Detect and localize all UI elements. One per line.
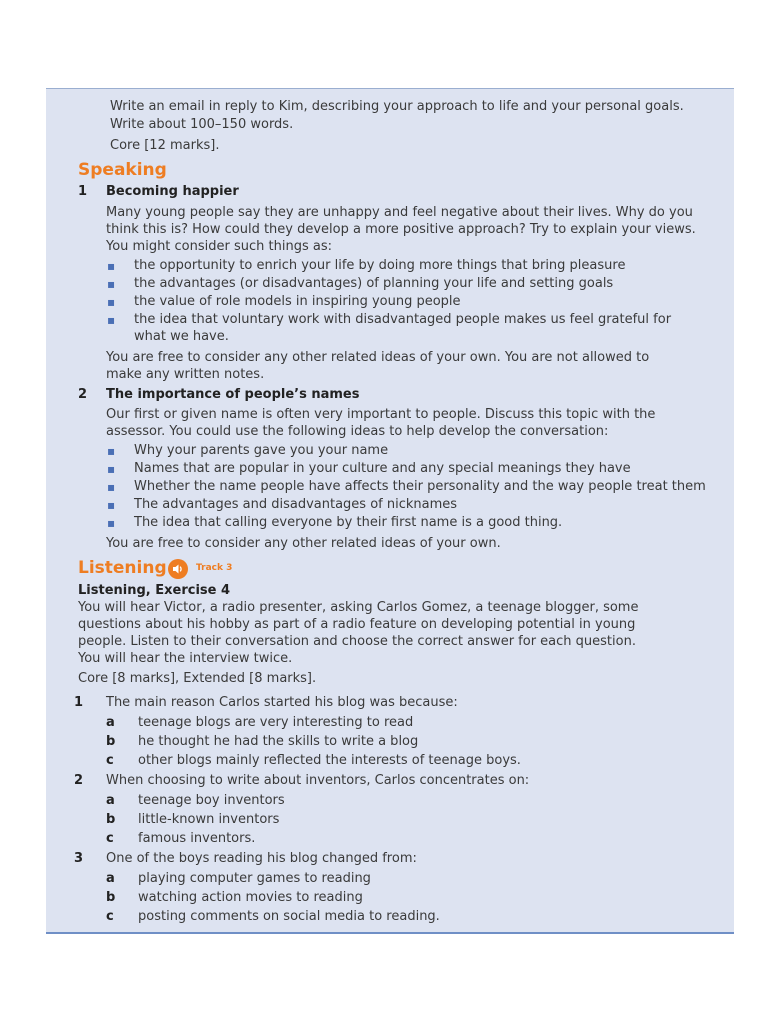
speaking-q2-bullet: Why your parents gave you your name	[134, 443, 389, 458]
speaking-q2-bullet: The idea that calling everyone by their first name is a good thing.	[134, 515, 563, 530]
speaking-q1-outro: make any written notes.	[106, 367, 265, 382]
speaking-q2-intro: Our first or given name is often very important to people. Discuss this topic with the	[106, 407, 656, 422]
track-label: Track 3	[196, 563, 233, 573]
question-2-text: When choosing to write about inventors, Carlos concentrates on:	[106, 773, 530, 788]
bullet-icon: ▪	[107, 444, 116, 458]
option-text[interactable]: he thought he had the skills to write a blog	[138, 734, 419, 749]
speaking-q1-outro: You are free to consider any other related ideas of your own. You are not allowed to	[106, 350, 650, 365]
speaking-q1-bullet: the advantages (or disadvantages) of planning your life and setting goals	[134, 276, 614, 291]
speaker-icon[interactable]	[168, 559, 188, 579]
speaking-q1-intro: You might consider such things as:	[106, 239, 332, 254]
bullet-icon: ▪	[107, 277, 116, 291]
speaking-heading: Speaking	[78, 160, 167, 180]
speaking-q1-number: 1	[78, 184, 88, 199]
listening-intro: questions about his hobby as part of a radio feature on developing potential in young	[78, 617, 636, 632]
option-letter[interactable]: c	[106, 909, 114, 924]
option-text[interactable]: watching action movies to reading	[138, 890, 363, 905]
speaking-q1-title: Becoming happier	[106, 184, 239, 199]
question-1-number: 1	[74, 695, 84, 710]
option-text[interactable]: little-known inventors	[138, 812, 280, 827]
speaking-q1-bullet: the value of role models in inspiring young people	[134, 294, 461, 309]
writing-instruction-line1: Write an email in reply to Kim, describing your approach to life and your personal goals.	[110, 99, 684, 114]
option-text[interactable]: posting comments on social media to reading.	[138, 909, 440, 924]
speaking-q1-intro: Many young people say they are unhappy and feel negative about their lives. Why do you	[106, 205, 693, 220]
option-letter[interactable]: b	[106, 734, 116, 749]
listening-intro: You will hear the interview twice.	[78, 651, 293, 666]
speaking-q1-bullet: the opportunity to enrich your life by doing more things that bring pleasure	[134, 258, 626, 273]
speaking-q2-outro: You are free to consider any other related ideas of your own.	[106, 536, 501, 551]
bullet-icon: ▪	[107, 516, 116, 530]
bullet-icon: ▪	[107, 295, 116, 309]
listening-heading: Listening	[78, 558, 167, 578]
option-text[interactable]: playing computer games to reading	[138, 871, 371, 886]
option-letter[interactable]: b	[106, 812, 116, 827]
option-letter[interactable]: c	[106, 753, 114, 768]
listening-exercise-title: Listening, Exercise 4	[78, 583, 231, 598]
option-text[interactable]: other blogs mainly reflected the interests of teenage boys.	[138, 753, 521, 768]
option-text[interactable]: teenage boy inventors	[138, 793, 285, 808]
speaking-q2-bullet: Whether the name people have affects their personality and the way people treat them	[134, 479, 706, 494]
question-3-number: 3	[74, 851, 84, 866]
bullet-icon: ▪	[107, 498, 116, 512]
speaking-q1-bullet: the idea that voluntary work with disadvantaged people makes us feel grateful for	[134, 312, 672, 327]
option-letter[interactable]: c	[106, 831, 114, 846]
speaking-q2-bullet: Names that are popular in your culture and any special meanings they have	[134, 461, 631, 476]
bullet-icon: ▪	[107, 313, 116, 327]
speaking-q2-bullet: The advantages and disadvantages of nicknames	[134, 497, 458, 512]
listening-marks: Core [8 marks], Extended [8 marks].	[78, 671, 317, 686]
listening-intro: You will hear Victor, a radio presenter, asking Carlos Gomez, a teenage blogger, some	[78, 600, 639, 615]
speaking-q2-title: The importance of people’s names	[106, 387, 360, 402]
option-letter[interactable]: a	[106, 793, 115, 808]
bullet-icon: ▪	[107, 480, 116, 494]
listening-intro: people. Listen to their conversation and choose the correct answer for each question.	[78, 634, 636, 649]
writing-instruction-line2: Write about 100–150 words.	[110, 117, 294, 132]
option-letter[interactable]: a	[106, 715, 115, 730]
speaking-q1-bullet-continued: what we have.	[134, 329, 229, 344]
speaking-q2-number: 2	[78, 387, 88, 402]
question-3-text: One of the boys reading his blog changed from:	[106, 851, 417, 866]
speaking-q2-intro: assessor. You could use the following ideas to help develop the conversation:	[106, 424, 609, 439]
option-text[interactable]: teenage blogs are very interesting to read	[138, 715, 414, 730]
bullet-icon: ▪	[107, 259, 116, 273]
question-1-text: The main reason Carlos started his blog was because:	[106, 695, 458, 710]
option-letter[interactable]: a	[106, 871, 115, 886]
option-text[interactable]: famous inventors.	[138, 831, 256, 846]
speaking-q1-intro: think this is? How could they develop a more positive approach? Try to explain your views.	[106, 222, 696, 237]
writing-marks: Core [12 marks].	[110, 138, 220, 153]
bullet-icon: ▪	[107, 462, 116, 476]
option-letter[interactable]: b	[106, 890, 116, 905]
question-2-number: 2	[74, 773, 84, 788]
